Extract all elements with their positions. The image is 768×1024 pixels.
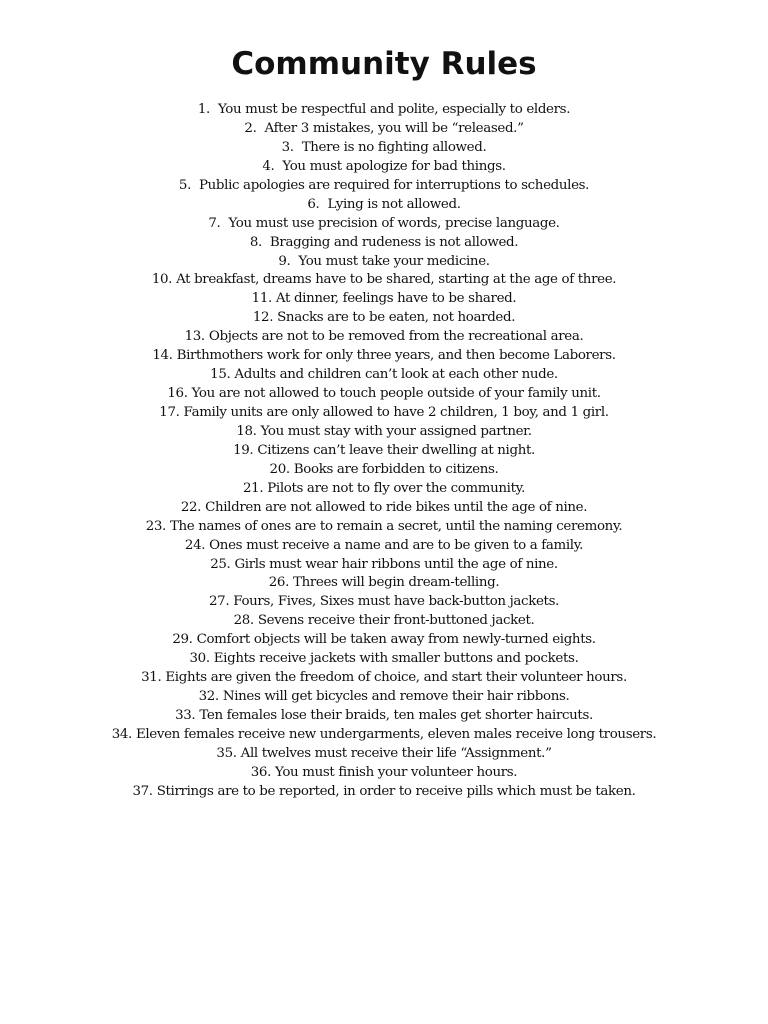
rule-item	[0, 499, 768, 518]
rule-item	[0, 290, 768, 309]
rule-number: 9.	[278, 253, 291, 269]
rule-number: 4.	[262, 158, 275, 174]
rule-item	[0, 612, 768, 631]
rule-item	[0, 215, 768, 234]
rule-text: Pilots are not to fly over the community.	[267, 480, 525, 496]
rule-item	[0, 271, 768, 290]
rule-text: Nines will get bicycles and remove their hair ribbons.	[222, 689, 570, 705]
rule-number: 37.	[132, 783, 153, 799]
rule-item	[0, 158, 768, 177]
rule-item	[0, 309, 768, 328]
rule-item	[0, 669, 768, 688]
rule-number: 31.	[141, 670, 162, 686]
rule-text: Girls must wear hair ribbons until the age of nine.	[234, 556, 558, 572]
rule-item	[0, 120, 768, 139]
rule-item	[0, 177, 768, 196]
rule-text: You must apologize for bad things.	[282, 158, 506, 174]
rule-number: 6.	[307, 196, 320, 212]
rule-item	[0, 764, 768, 783]
rule-number: 11.	[251, 291, 272, 307]
rule-item	[0, 423, 768, 442]
rule-text: Citizens can’t leave their dwelling at night.	[257, 442, 535, 458]
rule-text: Adults and children can’t look at each other nude.	[234, 367, 558, 383]
rule-text: At breakfast, dreams have to be shared, starting at the age of three.	[176, 272, 617, 288]
rule-text: After 3 mistakes, you will be “released.”	[264, 120, 524, 136]
rule-item	[0, 139, 768, 158]
rule-text: Lying is not allowed.	[327, 196, 461, 212]
rule-number: 20.	[269, 461, 290, 477]
rule-item	[0, 783, 768, 802]
rule-item	[0, 480, 768, 499]
rule-number: 10.	[151, 272, 173, 288]
rule-item	[0, 707, 768, 726]
rule-text: You must take your medicine.	[298, 253, 490, 269]
rule-number: 25.	[210, 556, 231, 572]
rule-text: You must stay with your assigned partner.	[260, 423, 532, 439]
rule-item	[0, 650, 768, 669]
rule-number: 28.	[233, 613, 254, 629]
rule-text: Sevens receive their front-buttoned jacket.	[257, 613, 535, 629]
rule-text: Ten females lose their braids, ten males get shorter haircuts.	[199, 708, 593, 723]
rule-number: 35.	[216, 745, 237, 761]
rule-item	[0, 234, 768, 253]
rule-text: Children are not allowed to ride bikes until the age of nine.	[205, 499, 588, 515]
rule-number: 19.	[233, 442, 254, 458]
rule-item	[0, 726, 768, 745]
rule-number: 5.	[178, 177, 191, 193]
rule-number: 8.	[249, 234, 262, 250]
rule-item	[0, 688, 768, 707]
rule-text: Public apologies are required for interruptions to schedules.	[198, 177, 590, 193]
rule-number: 12.	[252, 310, 274, 326]
rule-text: Family units are only allowed to have 2 children, 1 boy, and 1 girl.	[183, 405, 609, 420]
rule-item	[0, 593, 768, 612]
rule-item	[0, 253, 768, 272]
rule-text: Snacks are to be eaten, not hoarded.	[277, 310, 516, 326]
rule-item	[0, 537, 768, 556]
rule-text: You must finish your volunteer hours.	[275, 764, 518, 780]
rule-item	[0, 745, 768, 764]
rule-text: Threes will begin dream-telling.	[293, 575, 500, 591]
rule-number: 27.	[208, 594, 230, 610]
rule-number: 24.	[184, 537, 206, 553]
rule-number: 18.	[236, 423, 257, 439]
rule-number: 32.	[198, 689, 219, 705]
rule-text: Bragging and rudeness is not allowed.	[269, 234, 519, 250]
rule-item	[0, 442, 768, 461]
rule-number: 29.	[172, 632, 193, 648]
rule-text: Eights receive jackets with smaller buttons and pockets.	[213, 651, 579, 667]
rule-text: Books are forbidden to citizens.	[293, 461, 499, 477]
rule-text: Fours, Fives, Sixes must have back-button jackets.	[233, 594, 559, 610]
rule-item	[0, 461, 768, 480]
rule-number: 33.	[175, 708, 196, 723]
rule-text: All twelves must receive their life “Assignment.”	[240, 745, 552, 761]
rule-item	[0, 366, 768, 385]
rule-text: Eleven females receive new undergarments, eleven males receive long trousers.	[135, 726, 657, 742]
rule-text: Objects are not to be removed from the recreational area.	[208, 329, 584, 345]
rule-text: You are not allowed to touch people outside of your family unit.	[191, 386, 601, 402]
rule-item	[0, 385, 768, 404]
rule-number: 16.	[167, 386, 188, 402]
rule-number: 2.	[244, 120, 257, 136]
rule-text: Birthmothers work for only three years, and then become Laborers.	[176, 348, 616, 364]
rule-number: 34.	[111, 726, 132, 742]
rule-text: At dinner, feelings have to be shared.	[275, 291, 517, 307]
rule-text: The names of ones are to remain a secret, until the naming ceremony.	[169, 518, 623, 534]
rule-number: 3.	[281, 139, 294, 155]
rule-text: Eights are given the freedom of choice, and start their volunteer hours.	[165, 670, 627, 686]
rule-text: Ones must receive a name and are to be given to a family.	[209, 537, 584, 553]
rule-number: 1.	[197, 102, 210, 117]
rule-number: 30.	[189, 651, 210, 667]
rule-number: 13.	[184, 329, 205, 345]
rule-item	[0, 631, 768, 650]
rule-text: You must be respectful and polite, especially to elders.	[217, 102, 571, 117]
rule-item	[0, 404, 768, 423]
rule-item	[0, 196, 768, 215]
rule-number: 22.	[180, 499, 202, 515]
rule-text: There is no fighting allowed.	[301, 139, 487, 155]
rule-number: 23.	[145, 518, 166, 534]
rule-number: 14.	[152, 348, 173, 364]
rule-item	[0, 347, 768, 366]
rule-number: 21.	[242, 480, 264, 496]
rule-number: 15.	[210, 367, 231, 383]
rule-number: 7.	[208, 215, 221, 231]
rule-text: Stirrings are to be reported, in order to receive pills which must be taken.	[156, 783, 636, 799]
rule-item	[0, 101, 768, 120]
rule-item	[0, 556, 768, 575]
rule-text: You must use precision of words, precise language.	[228, 215, 560, 231]
rule-text: Comfort objects will be taken away from newly-turned eights.	[196, 632, 596, 648]
rule-number: 17.	[159, 405, 180, 420]
rule-item	[0, 518, 768, 537]
rule-item	[0, 574, 768, 593]
rule-number: 26.	[268, 575, 289, 591]
rule-item	[0, 328, 768, 347]
rule-number: 36.	[250, 764, 272, 780]
page-title: Community Rules	[231, 46, 537, 82]
rules-list	[0, 101, 768, 802]
